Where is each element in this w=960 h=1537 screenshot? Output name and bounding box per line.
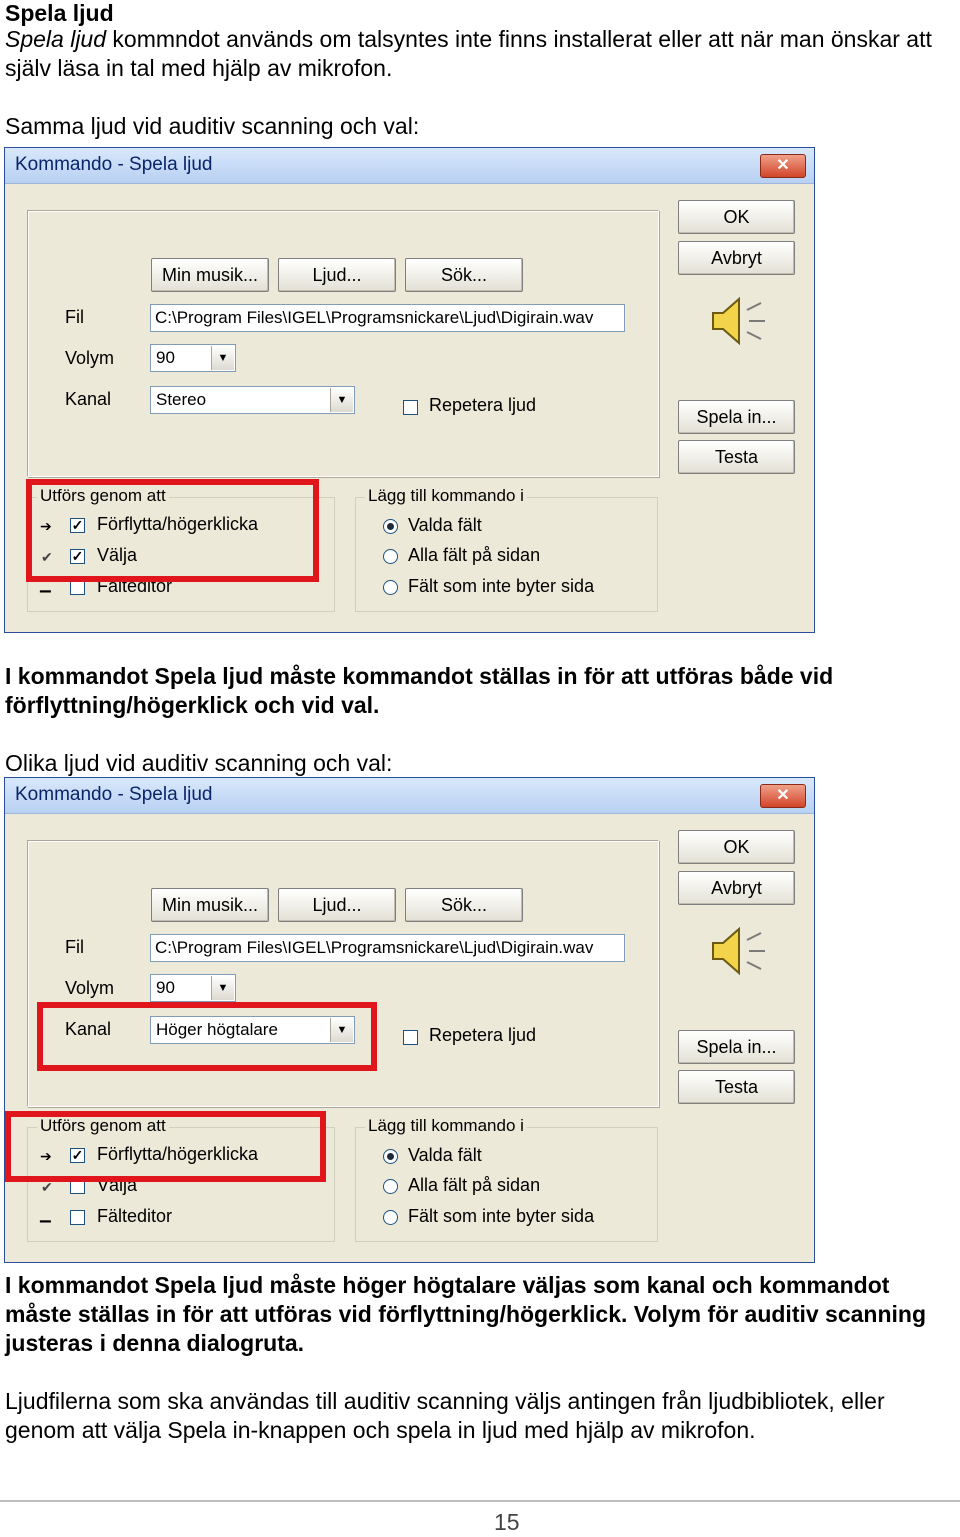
dialog-client — [5, 184, 814, 632]
fil-label: Fil — [65, 307, 84, 327]
repetera-label: Repetera ljud — [429, 1025, 537, 1045]
file-settings-panel — [27, 210, 659, 477]
volym-select[interactable] — [150, 974, 236, 1002]
page-number: 15 — [494, 1509, 520, 1535]
dialog-title: Kommando - Spela ljud — [15, 154, 213, 175]
dialog-spela-ljud-1 — [4, 147, 815, 633]
volym-value: 90 — [156, 978, 175, 997]
falt-byter-sida-label: Fält som inte byter sida — [408, 1206, 595, 1226]
highlight-box-kanal — [37, 1002, 377, 1071]
volym-label: Volym — [65, 978, 115, 998]
falteditor-checkbox[interactable] — [70, 580, 85, 595]
intro-italic: Spela ljud — [5, 26, 107, 52]
utfors-title: Utförs genom att — [37, 486, 169, 506]
dialog-titlebar — [5, 148, 814, 184]
min-musik-button[interactable]: Min musik... — [151, 258, 269, 292]
caption-different-sound: Olika ljud vid auditiv scanning och val: — [5, 750, 393, 776]
kanal-label: Kanal — [65, 1019, 112, 1039]
intro-paragraph — [5, 25, 955, 83]
ok-button[interactable]: OK — [678, 200, 795, 234]
ok-button[interactable]: OK — [678, 830, 795, 864]
note-different-sound: I kommandot Spela ljud måste höger högtalare väljas som kanal och kommandot måste ställas in för att utföras vid förflyttning/högerklick. Volym för auditiv scanning justeras i denna dialogruta. — [5, 1272, 927, 1356]
spela-in-button[interactable]: Spela in... — [678, 400, 795, 434]
kanal-label: Kanal — [65, 389, 112, 409]
repetera-checkbox[interactable] — [403, 1030, 418, 1045]
valja-label: Välja — [97, 545, 138, 565]
valja-label: Välja — [97, 1175, 138, 1195]
testa-button[interactable]: Testa — [678, 1070, 795, 1104]
highlight-box-utfors — [26, 479, 319, 582]
alla-falt-label: Alla fält på sidan — [408, 1175, 541, 1195]
chevron-down-icon[interactable]: ▼ — [330, 1018, 353, 1042]
dash-icon: ▁ — [40, 576, 51, 592]
checkmark-icon: ✔ — [41, 549, 53, 565]
falteditor-label: Fälteditor — [97, 576, 173, 596]
falt-byter-sida-radio[interactable] — [383, 580, 398, 595]
arrow-right-icon: ➔ — [40, 1148, 52, 1164]
note-same-sound: I kommandot Spela ljud måste kommandot ställas in för att utföras både vid förflyttning/högerklick och vid val. — [5, 663, 834, 718]
forflytta-label: Förflytta/högerklicka — [97, 1144, 259, 1164]
utfors-title: Utförs genom att — [37, 1116, 169, 1136]
repetera-label: Repetera ljud — [429, 395, 537, 415]
falteditor-label: Fälteditor — [97, 1206, 173, 1226]
testa-button[interactable]: Testa — [678, 440, 795, 474]
ljud-button[interactable]: Ljud... — [278, 888, 396, 922]
kanal-value: Höger högtalare — [156, 1020, 278, 1039]
footer-divider — [0, 1500, 960, 1502]
ljud-button[interactable]: Ljud... — [278, 258, 396, 292]
alla-falt-radio[interactable] — [383, 549, 398, 564]
alla-falt-radio[interactable] — [383, 1179, 398, 1194]
lagg-title: Lägg till kommando i — [365, 1116, 527, 1136]
forflytta-checkbox[interactable]: ✓ — [71, 1147, 84, 1163]
volym-select[interactable] — [150, 344, 236, 372]
page-heading: Spela ljud — [5, 0, 114, 26]
fil-input[interactable]: C:\Program Files\IGEL\Programsnickare\Ljud\Digirain.wav — [150, 304, 625, 332]
dialog-client — [5, 814, 814, 1262]
avbryt-button[interactable]: Avbryt — [678, 871, 795, 905]
valda-falt-radio[interactable] — [383, 519, 398, 534]
lagg-title: Lägg till kommando i — [365, 486, 527, 506]
repetera-checkbox[interactable] — [403, 400, 418, 415]
alla-falt-label: Alla fält på sidan — [408, 545, 541, 565]
chevron-down-icon[interactable]: ▼ — [330, 388, 353, 412]
dialog-title: Kommando - Spela ljud — [15, 784, 213, 805]
arrow-right-icon: ➔ — [40, 518, 52, 534]
chevron-down-icon[interactable]: ▼ — [211, 346, 234, 370]
kanal-select[interactable] — [150, 386, 355, 414]
forflytta-label: Förflytta/högerklicka — [97, 514, 259, 534]
sok-button[interactable]: Sök... — [405, 258, 523, 292]
speaker-icon — [709, 294, 769, 348]
highlight-box-forflytta — [5, 1111, 326, 1182]
volym-value: 90 — [156, 348, 175, 367]
dialog-titlebar — [5, 778, 814, 814]
sok-button[interactable]: Sök... — [405, 888, 523, 922]
chevron-down-icon[interactable]: ▼ — [211, 976, 234, 1000]
valja-checkbox[interactable]: ✓ — [71, 548, 84, 564]
final-paragraph: Ljudfilerna som ska användas till auditiv scanning väljs antingen från ljudbibliotek, eller genom att välja Spela in-knappen och spela in ljud med hjälp av mikrofon. — [5, 1388, 885, 1443]
spela-in-button[interactable]: Spela in... — [678, 1030, 795, 1064]
kanal-value: Stereo — [156, 390, 207, 409]
fil-label: Fil — [65, 937, 84, 957]
caption-same-sound: Samma ljud vid auditiv scanning och val: — [5, 113, 420, 139]
close-button[interactable]: ✕ — [760, 784, 806, 808]
close-button[interactable]: ✕ — [760, 154, 806, 178]
volym-label: Volym — [65, 348, 115, 368]
valda-falt-label: Valda fält — [408, 1145, 482, 1165]
min-musik-button[interactable]: Min musik... — [151, 888, 269, 922]
falt-byter-sida-radio[interactable] — [383, 1210, 398, 1225]
dash-icon: ▁ — [40, 1206, 51, 1222]
speaker-icon — [709, 924, 769, 978]
valda-falt-label: Valda fält — [408, 515, 482, 535]
intro-text: kommndot används om talsyntes inte finns installerat eller att när man önskar att själv läsa in tal med hjälp av mikrofon. — [5, 26, 932, 81]
falteditor-checkbox[interactable] — [70, 1210, 85, 1225]
checkmark-icon: ✔ — [41, 1179, 53, 1195]
forflytta-checkbox[interactable]: ✓ — [71, 517, 84, 533]
valda-falt-radio[interactable] — [383, 1149, 398, 1164]
fil-input[interactable]: C:\Program Files\IGEL\Programsnickare\Ljud\Digirain.wav — [150, 934, 625, 962]
falt-byter-sida-label: Fält som inte byter sida — [408, 576, 595, 596]
dialog-spela-ljud-2 — [4, 777, 815, 1263]
avbryt-button[interactable]: Avbryt — [678, 241, 795, 275]
